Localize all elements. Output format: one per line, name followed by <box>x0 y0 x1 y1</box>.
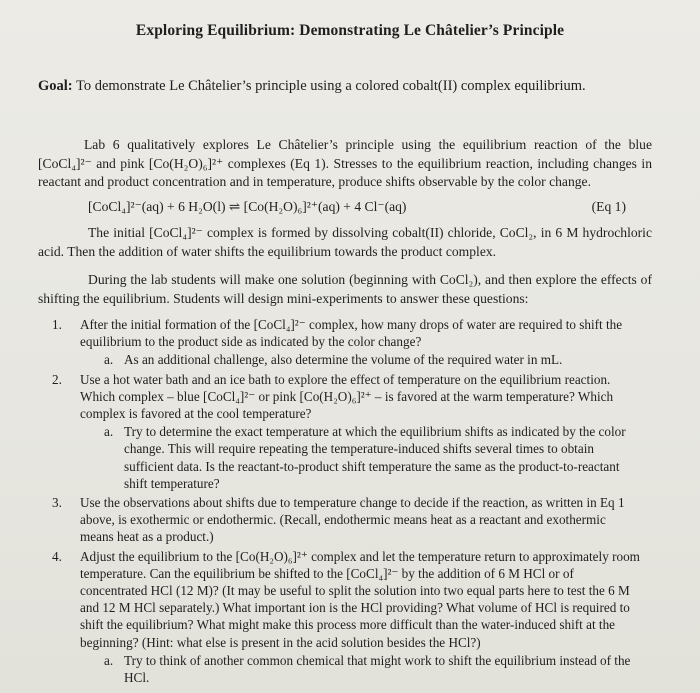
sub-item-text: Try to think of another common chemical that might work to shift the equilibrium instead of the HCl. <box>124 652 631 686</box>
item-number: 1. <box>52 317 62 332</box>
sub-item-letter: a. <box>104 652 114 668</box>
sub-item <box>94 423 642 492</box>
goal-text: To demonstrate Le Châtelier’s principle using a colored cobalt(II) complex equilibrium. <box>72 78 586 94</box>
item-number: 3. <box>52 495 62 511</box>
goal-statement <box>38 78 586 95</box>
list-item <box>52 316 642 369</box>
equation-label: (Eq 1) <box>591 199 626 214</box>
equation: [CoCl₄]²⁻(aq) + 6 H₂O(l) ⇌ [Co(H₂O)₆]²⁺(aq) + 4 Cl⁻(aq) <box>88 199 407 214</box>
goal-label: Goal: <box>38 78 73 94</box>
item-text: Use the observations about shifts due to temperature change to decide if the reaction, as written in Eq 1 above, is exothermic or endothermic. (Recall, endothermic means heat as a reactant and exothermic means heat as a product.) <box>80 495 625 545</box>
item-text: Adjust the equilibrium to the [Co(H₂O)₆]²⁺ complex and let the temperature return to approximately room temperature. Can the equilibrium be shifted to the [CoCl₄]²⁻ by the addition of 6 M HCl or of concentrated HCl (12 M)? (It may be useful to split the solution into two equal parts here to test the 6 M and 12 M HCl separately.) What important ion is the HCl providing? What volume of HCl is required to shift the equilibrium? What might make this process more difficult than the water-induced shift at the beginning? (Hint: what else is present in the acid solution besides the HCl?) <box>80 548 640 650</box>
item-text: Use a hot water bath and an ice bath to explore the effect of temperature on the equilibrium reaction. Which complex – blue [CoCl₄]²⁻ or pink [Co(H₂O)₆]²⁺ – is favored at the warm temperature? Which complex is favored at the cool temperature? <box>80 371 614 422</box>
sub-item <box>94 652 642 686</box>
page-title: Exploring Equilibrium: Demonstrating Le Châtelier’s Principle <box>135 22 565 39</box>
item-number: 4. <box>52 548 62 564</box>
item-number: 2. <box>52 371 62 387</box>
intro-paragraph: Lab 6 qualitatively explores Le Châtelier’s principle using the equilibrium reaction of the blue [CoCl₄]²⁻ and pink [Co(H₂O)₆]²⁺ complexes (Eq 1). Stresses to the equilibrium reaction, including changes in reactant and product concentration and in temperature, produce shifts observable by the color change. <box>38 137 652 189</box>
preparation-paragraph: The initial [CoCl₄]²⁻ complex is formed by dissolving cobalt(II) chloride, CoCl₂, in 6 M hydrochloric acid. Then the addition of water shifts the equilibrium towards the product complex. <box>38 225 652 259</box>
question-list <box>52 316 642 688</box>
item-text: After the initial formation of the [CoCl₄]²⁻ complex, how many drops of water are required to shift the equilibrium to the product side as indicated by the color change? <box>80 317 623 350</box>
sub-item-text: As an additional challenge, also determine the volume of the required water in mL. <box>124 352 563 368</box>
equation-line <box>88 199 648 215</box>
lab-overview-paragraph: During the lab students will make one solution (beginning with CoCl₂), and then explore the effects of shifting the equilibrium. Students will design mini-experiments to answer these questions: <box>38 272 652 306</box>
sub-item-letter: a. <box>104 424 114 440</box>
sub-item-letter: a. <box>104 352 114 368</box>
list-item <box>52 494 642 546</box>
list-item <box>52 548 642 687</box>
sub-item-text: Try to determine the exact temperature at which the equilibrium shifts as indicated by the color change. This will require repeating the temperature-induced shifts several times to obtain sufficient data. Is the reactant-to-product shift temperature the same as the product-to-reactant shift temperature? <box>124 424 626 491</box>
sub-item <box>94 351 642 368</box>
list-item <box>52 371 642 492</box>
